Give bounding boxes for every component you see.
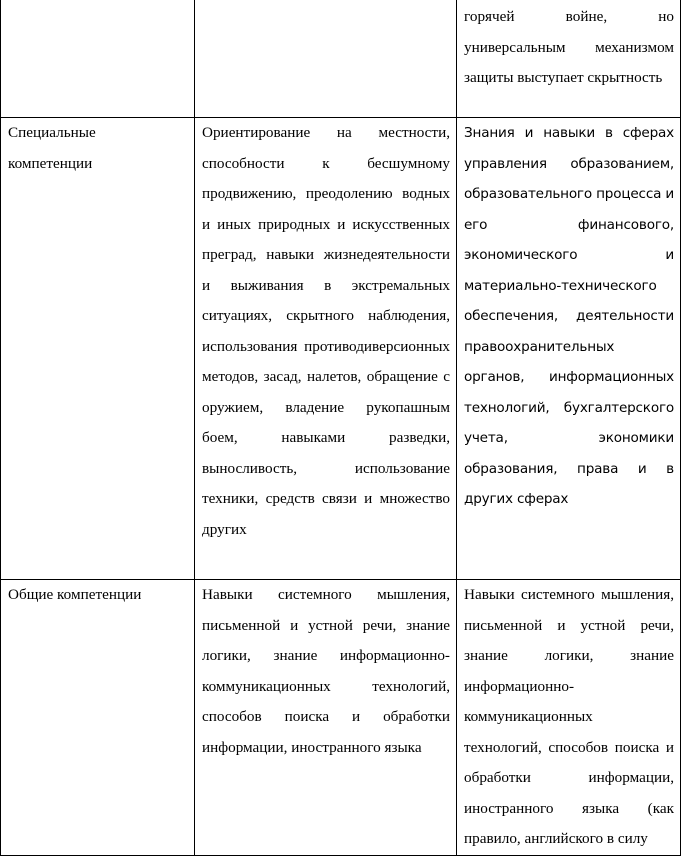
column-2-cell — [195, 0, 457, 118]
table-row — [1, 118, 681, 580]
table-row — [1, 0, 681, 118]
cell-text: Навыки системного мышления, письменной и устной речи, знание логики, знание информационно-коммуникационных технологий, способов поиска и обработки информации, иностранного языка (как правило, английского в силу — [464, 586, 674, 847]
table-row — [1, 580, 681, 856]
column-3-cell — [457, 580, 681, 856]
column-3-cell — [457, 0, 681, 118]
cell-text: Знания и навыки в сферах управления образованием, образовательного процесса и его финансового, экономического и материально-технического обеспечения, деятельности правоохранительных органов, информационных технологий, бухгалтерского учета, экономики образования, права и в других сферах — [464, 125, 674, 507]
row-label-cell — [1, 580, 195, 856]
row-label-cell — [1, 0, 195, 118]
cell-text: Навыки системного мышления, письменной и устной речи, знание логики, знание информационно-коммуникационных технологий, способов поиска и обработки информации, иностранного языка — [202, 586, 450, 756]
cell-text: Ориентирование на местности, способности к бесшумному продвижению, преодолению водных и иных природных и искусственных преград, навыки жизнедеятельности и выживания в экстремальных ситуациях, скрытного наблюдения, использования противодиверсионных методов, засад, налетов, обращение с оружием, владение рукопашным боем, навыками разведки, выносливость, использование техники, средств связи и множество других — [202, 124, 450, 538]
column-3-cell — [457, 118, 681, 580]
row-label: Специальные компетенции — [8, 124, 96, 172]
row-label: Общие компетенции — [8, 586, 142, 603]
column-2-cell — [195, 580, 457, 856]
row-label-cell — [1, 118, 195, 580]
column-2-cell — [195, 118, 457, 580]
cell-text: горячей войне, но универсальным механизмом защиты выступает скрытность — [464, 8, 674, 86]
